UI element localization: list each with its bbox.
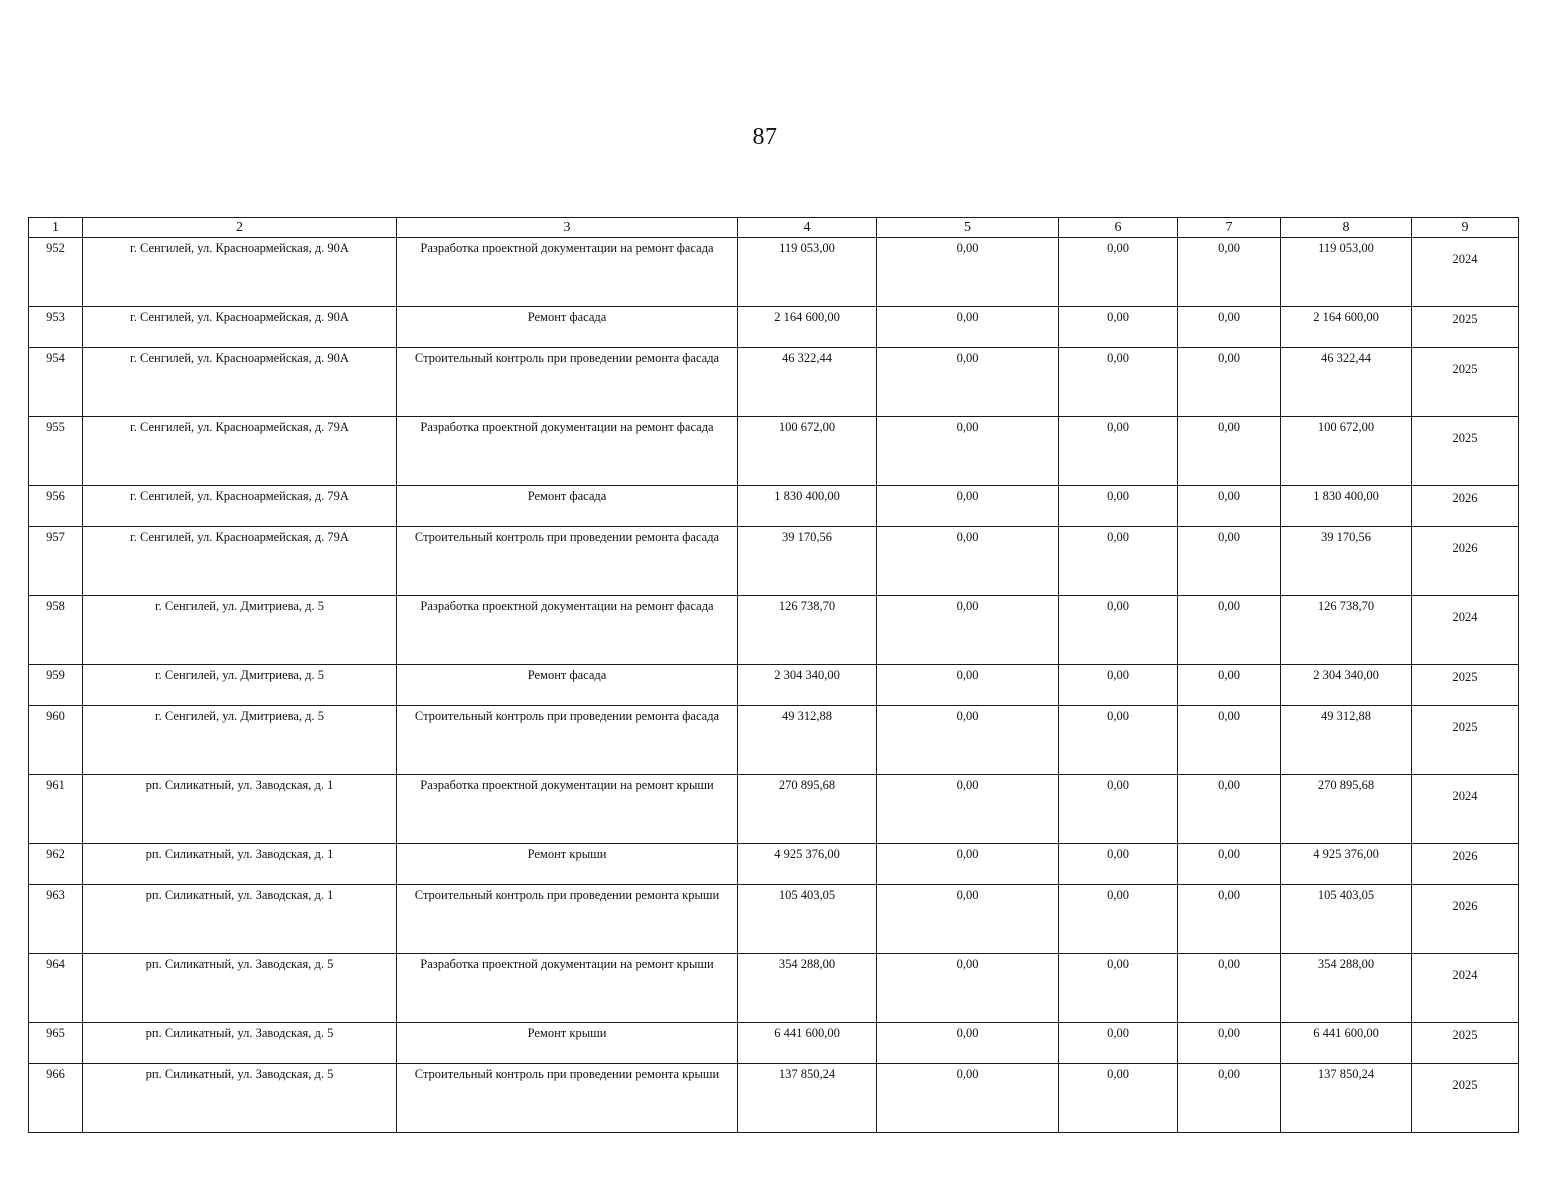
col6-cell: 0,00 [1059,885,1178,954]
row-number-cell: 958 [29,596,83,665]
column-number-row [29,218,1519,238]
col8-cell: 105 403,05 [1281,885,1412,954]
row-number-cell: 964 [29,954,83,1023]
total-cost-cell: 100 672,00 [738,417,877,486]
col8-cell: 126 738,70 [1281,596,1412,665]
work-type-cell: Строительный контроль при проведении ремонта крыши [397,1064,738,1133]
column-header: 6 [1059,218,1178,238]
year-cell: 2025 [1412,417,1519,486]
work-type-cell: Ремонт фасада [397,307,738,348]
col8-cell: 119 053,00 [1281,238,1412,307]
year-cell: 2025 [1412,1023,1519,1064]
total-cost-cell: 1 830 400,00 [738,486,877,527]
row-number-cell: 962 [29,844,83,885]
work-type-cell: Разработка проектной документации на ремонт крыши [397,775,738,844]
col7-cell: 0,00 [1178,596,1281,665]
work-type-cell: Разработка проектной документации на ремонт фасада [397,596,738,665]
row-number-cell: 965 [29,1023,83,1064]
col7-cell: 0,00 [1178,527,1281,596]
table-row [29,238,1519,307]
column-header: 4 [738,218,877,238]
table-row [29,775,1519,844]
col7-cell: 0,00 [1178,1023,1281,1064]
work-type-cell: Ремонт крыши [397,1023,738,1064]
col5-cell: 0,00 [877,238,1059,307]
col5-cell: 0,00 [877,706,1059,775]
col5-cell: 0,00 [877,1023,1059,1064]
row-number-cell: 957 [29,527,83,596]
total-cost-cell: 46 322,44 [738,348,877,417]
total-cost-cell: 137 850,24 [738,1064,877,1133]
table-row [29,348,1519,417]
col5-cell: 0,00 [877,775,1059,844]
col5-cell: 0,00 [877,885,1059,954]
col7-cell: 0,00 [1178,348,1281,417]
column-header: 7 [1178,218,1281,238]
column-header: 5 [877,218,1059,238]
total-cost-cell: 354 288,00 [738,954,877,1023]
year-cell: 2024 [1412,596,1519,665]
col6-cell: 0,00 [1059,417,1178,486]
work-type-cell: Ремонт крыши [397,844,738,885]
row-number-cell: 952 [29,238,83,307]
col8-cell: 100 672,00 [1281,417,1412,486]
table-row [29,665,1519,706]
address-cell: рп. Силикатный, ул. Заводская, д. 5 [83,1023,397,1064]
year-cell: 2026 [1412,527,1519,596]
work-type-cell: Разработка проектной документации на ремонт фасада [397,417,738,486]
year-cell: 2024 [1412,954,1519,1023]
col5-cell: 0,00 [877,527,1059,596]
col7-cell: 0,00 [1178,486,1281,527]
col6-cell: 0,00 [1059,307,1178,348]
row-number-cell: 959 [29,665,83,706]
total-cost-cell: 2 304 340,00 [738,665,877,706]
year-cell: 2025 [1412,348,1519,417]
work-type-cell: Строительный контроль при проведении ремонта фасада [397,348,738,417]
total-cost-cell: 49 312,88 [738,706,877,775]
col6-cell: 0,00 [1059,1064,1178,1133]
table-row [29,844,1519,885]
col6-cell: 0,00 [1059,706,1178,775]
row-number-cell: 955 [29,417,83,486]
page-number: 87 [752,124,778,150]
work-type-cell: Ремонт фасада [397,665,738,706]
row-number-cell: 956 [29,486,83,527]
total-cost-cell: 126 738,70 [738,596,877,665]
col8-cell: 4 925 376,00 [1281,844,1412,885]
col5-cell: 0,00 [877,417,1059,486]
address-cell: рп. Силикатный, ул. Заводская, д. 5 [83,954,397,1023]
address-cell: г. Сенгилей, ул. Красноармейская, д. 79А [83,486,397,527]
address-cell: г. Сенгилей, ул. Дмитриева, д. 5 [83,596,397,665]
year-cell: 2025 [1412,307,1519,348]
col6-cell: 0,00 [1059,596,1178,665]
address-cell: рп. Силикатный, ул. Заводская, д. 5 [83,1064,397,1133]
col7-cell: 0,00 [1178,706,1281,775]
col5-cell: 0,00 [877,665,1059,706]
total-cost-cell: 4 925 376,00 [738,844,877,885]
work-type-cell: Разработка проектной документации на ремонт фасада [397,238,738,307]
work-type-cell: Ремонт фасада [397,486,738,527]
table-row [29,307,1519,348]
col8-cell: 354 288,00 [1281,954,1412,1023]
year-cell: 2024 [1412,775,1519,844]
col5-cell: 0,00 [877,307,1059,348]
column-header: 2 [83,218,397,238]
row-number-cell: 954 [29,348,83,417]
col6-cell: 0,00 [1059,527,1178,596]
row-number-cell: 961 [29,775,83,844]
col6-cell: 0,00 [1059,844,1178,885]
col7-cell: 0,00 [1178,307,1281,348]
table-row [29,486,1519,527]
row-number-cell: 953 [29,307,83,348]
address-cell: г. Сенгилей, ул. Красноармейская, д. 90А [83,307,397,348]
address-cell: г. Сенгилей, ул. Красноармейская, д. 79А [83,417,397,486]
col8-cell: 137 850,24 [1281,1064,1412,1133]
col8-cell: 2 164 600,00 [1281,307,1412,348]
address-cell: г. Сенгилей, ул. Красноармейская, д. 90А [83,238,397,307]
work-type-cell: Строительный контроль при проведении ремонта фасада [397,527,738,596]
col6-cell: 0,00 [1059,665,1178,706]
col8-cell: 2 304 340,00 [1281,665,1412,706]
col7-cell: 0,00 [1178,417,1281,486]
col5-cell: 0,00 [877,348,1059,417]
col5-cell: 0,00 [877,1064,1059,1133]
total-cost-cell: 119 053,00 [738,238,877,307]
col8-cell: 49 312,88 [1281,706,1412,775]
year-cell: 2025 [1412,1064,1519,1133]
table-row [29,706,1519,775]
col8-cell: 270 895,68 [1281,775,1412,844]
col7-cell: 0,00 [1178,954,1281,1023]
works-table [28,217,1519,1133]
column-header: 1 [29,218,83,238]
address-cell: г. Сенгилей, ул. Красноармейская, д. 79А [83,527,397,596]
work-type-cell: Строительный контроль при проведении ремонта фасада [397,706,738,775]
col8-cell: 39 170,56 [1281,527,1412,596]
year-cell: 2025 [1412,665,1519,706]
table-row [29,954,1519,1023]
column-header: 3 [397,218,738,238]
total-cost-cell: 6 441 600,00 [738,1023,877,1064]
total-cost-cell: 39 170,56 [738,527,877,596]
col8-cell: 6 441 600,00 [1281,1023,1412,1064]
address-cell: рп. Силикатный, ул. Заводская, д. 1 [83,885,397,954]
address-cell: рп. Силикатный, ул. Заводская, д. 1 [83,844,397,885]
col6-cell: 0,00 [1059,486,1178,527]
table-row [29,1023,1519,1064]
address-cell: рп. Силикатный, ул. Заводская, д. 1 [83,775,397,844]
work-type-cell: Разработка проектной документации на ремонт крыши [397,954,738,1023]
col5-cell: 0,00 [877,954,1059,1023]
total-cost-cell: 2 164 600,00 [738,307,877,348]
table-row [29,1064,1519,1133]
year-cell: 2026 [1412,844,1519,885]
col7-cell: 0,00 [1178,665,1281,706]
address-cell: г. Сенгилей, ул. Дмитриева, д. 5 [83,706,397,775]
col8-cell: 46 322,44 [1281,348,1412,417]
col8-cell: 1 830 400,00 [1281,486,1412,527]
col6-cell: 0,00 [1059,348,1178,417]
col6-cell: 0,00 [1059,775,1178,844]
row-number-cell: 966 [29,1064,83,1133]
row-number-cell: 960 [29,706,83,775]
year-cell: 2026 [1412,486,1519,527]
col6-cell: 0,00 [1059,954,1178,1023]
col7-cell: 0,00 [1178,238,1281,307]
col7-cell: 0,00 [1178,885,1281,954]
table-body [29,238,1519,1133]
col5-cell: 0,00 [877,844,1059,885]
column-header: 8 [1281,218,1412,238]
table-row [29,885,1519,954]
column-header: 9 [1412,218,1519,238]
row-number-cell: 963 [29,885,83,954]
year-cell: 2025 [1412,706,1519,775]
total-cost-cell: 105 403,05 [738,885,877,954]
col5-cell: 0,00 [877,596,1059,665]
col7-cell: 0,00 [1178,775,1281,844]
table-row [29,527,1519,596]
col5-cell: 0,00 [877,486,1059,527]
col6-cell: 0,00 [1059,238,1178,307]
work-type-cell: Строительный контроль при проведении ремонта крыши [397,885,738,954]
col6-cell: 0,00 [1059,1023,1178,1064]
address-cell: г. Сенгилей, ул. Красноармейская, д. 90А [83,348,397,417]
table-row [29,417,1519,486]
address-cell: г. Сенгилей, ул. Дмитриева, д. 5 [83,665,397,706]
table-row [29,596,1519,665]
col7-cell: 0,00 [1178,844,1281,885]
total-cost-cell: 270 895,68 [738,775,877,844]
year-cell: 2024 [1412,238,1519,307]
col7-cell: 0,00 [1178,1064,1281,1133]
year-cell: 2026 [1412,885,1519,954]
